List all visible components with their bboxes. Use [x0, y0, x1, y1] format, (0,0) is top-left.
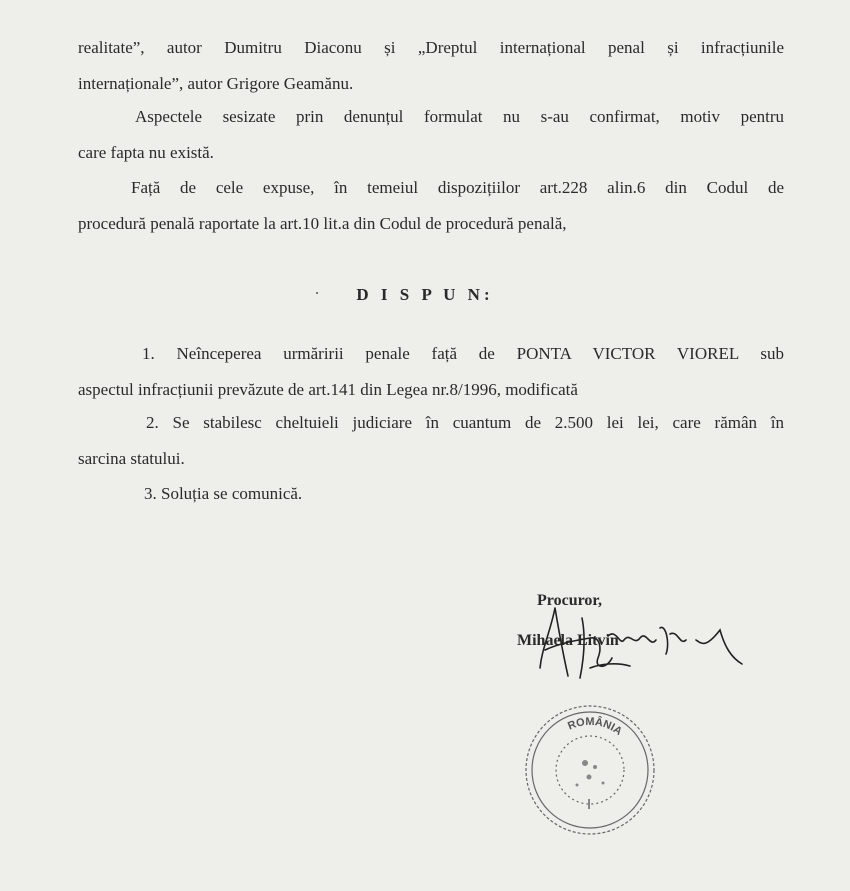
item-line: 1. Neînceperea urmăririi penale față de PONTA VICTOR VIOREL sub	[142, 344, 784, 363]
item-line: 2. Se stabilesc cheltuieli judiciare în cuantum de 2.500 lei lei, care rămân în	[146, 413, 784, 432]
item-1	[78, 336, 784, 408]
seal-text: ROMÂNIA	[566, 715, 625, 738]
dispun-heading: D I S P U N:	[356, 285, 494, 304]
paragraph-line: internaționale”, autor Grigore Geamănu.	[78, 74, 354, 93]
item-2	[78, 405, 784, 477]
item-line: aspectul infracțiunii prevăzute de art.141 din Legea nr.8/1996, modificată	[78, 380, 578, 399]
signature-title: Procuror,	[537, 592, 603, 609]
svg-text:ROMÂNIA	[566, 715, 624, 738]
item-3	[78, 476, 784, 512]
paragraph-legal-basis	[78, 170, 784, 242]
paragraph-line: Aspectele sesizate prin denunțul formulat nu s-au confirmat, motiv pentru	[135, 107, 784, 126]
paragraph-authors	[78, 30, 784, 102]
paragraph-line: realitate”, autor Dumitru Diaconu și „Dreptul internațional penal și infracțiunile	[78, 38, 784, 57]
official-seal	[515, 695, 665, 845]
handwritten-signature	[520, 588, 750, 688]
item-line: 3. Soluția se comunică.	[144, 484, 303, 503]
item-line: sarcina statului.	[78, 449, 185, 468]
paragraph-line: Față de cele expuse, în temeiul dispozițiilor art.228 alin.6 din Codul de	[131, 178, 784, 197]
paragraph-findings	[78, 99, 784, 171]
paragraph-line: procedură penală raportate la art.10 lit.a din Codul de procedură penală,	[78, 214, 567, 233]
paragraph-line: care fapta nu există.	[78, 143, 214, 162]
signature-name: Mihaela Litvin	[517, 632, 619, 649]
